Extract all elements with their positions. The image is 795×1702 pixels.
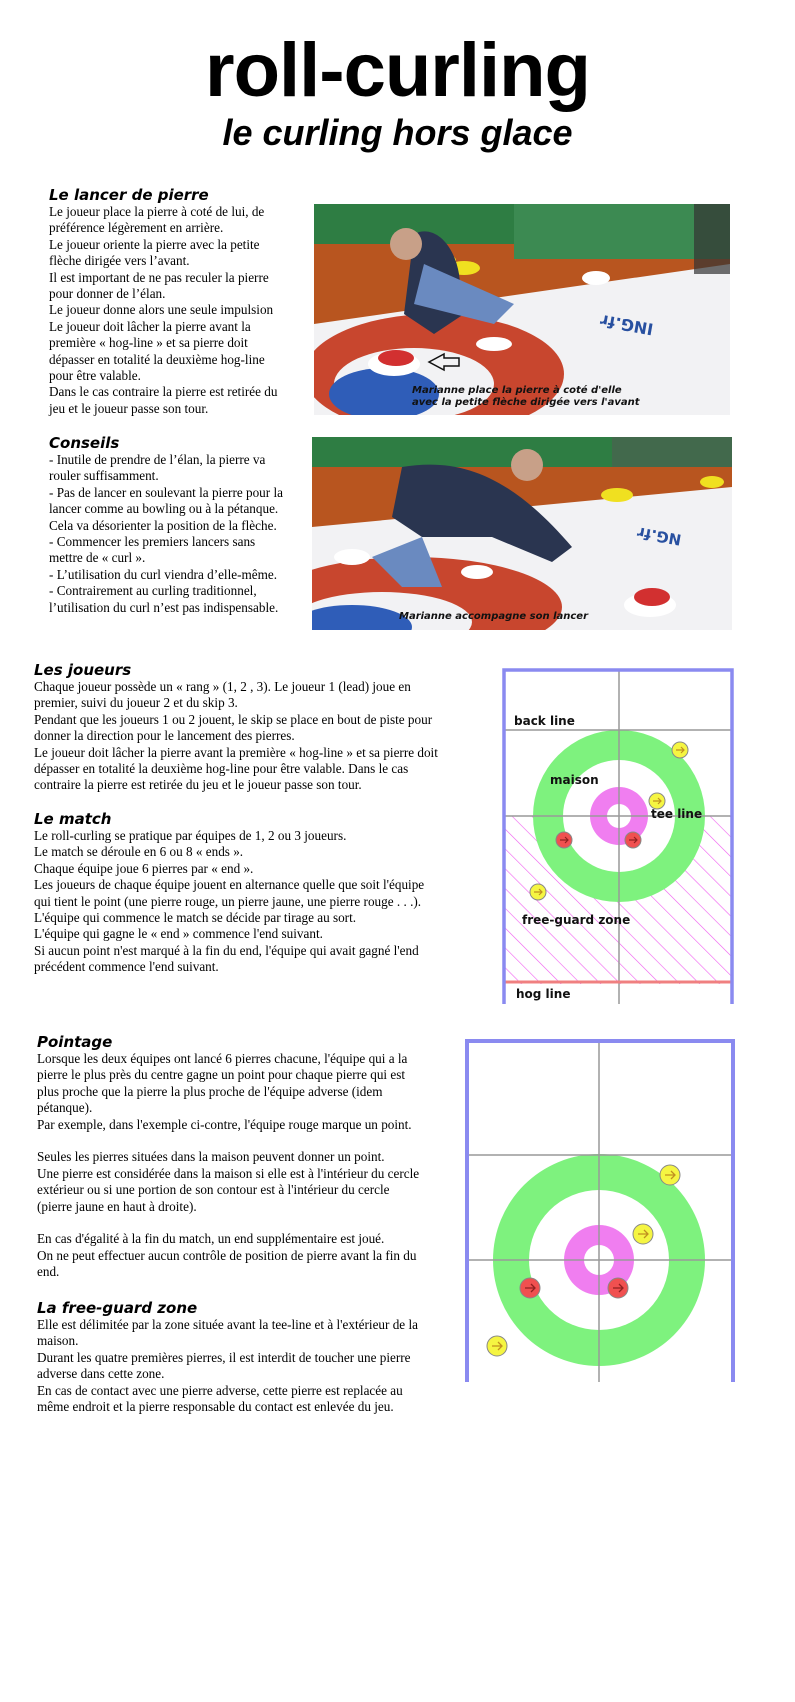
label-tee-line: tee line [651,807,703,821]
heading-match: Le match [34,810,112,828]
label-hog-line: hog line [516,987,571,1001]
scoring-diagram [464,1038,736,1382]
label-back-line: back line [514,714,575,728]
text-lancer: Le joueur place la pierre à coté de lui, de préférence légèrement en arrière. Le joueur oriente la pierre avec la petite flèche dirigée vers l’avant. Il est important de ne pas reculer la pierre pour donner de l’élan. Le joueur donne alors une seule impulsion Le joueur doit lâcher la pierre avant la première « hog-line » et sa pierre doit dépasser en totalité la deuxième hog-line pour être valable. Dans le cas contraire la pierre est retirée du jeu et le joueur passe son tour. [49,204,278,416]
yellow-stone [660,1165,680,1185]
text-match: Le roll-curling se pratique par équipes de 1, 2 ou 3 joueurs. Le match se déroule en 6 ou 8 « ends ». Chaque équipe joue 6 pierres par « end ». Les joueurs de chaque équipe jouent en alternance quelle que soit l'équipe qui tient le point (une pierre rouge, un pierre jaune, une pierre rouge . . .). L'équipe qui commence le match se décide par tirage au sort. L'équipe qui gagne le « end » commence l'end suivant. Si aucun point n'est marqué à la fin du end, l'équipe qui avait gagné l'end précédent commence l'end suivant. [34,828,425,975]
red-stone [556,832,572,848]
photo-lancer [314,204,730,415]
photo-banner-lancer: ING.fr [598,310,655,339]
heading-freeguard: La free-guard zone [37,1299,198,1317]
label-free-guard-zone: free-guard zone [522,913,631,927]
heading-pointage: Pointage [37,1033,113,1051]
page-subtitle: le curling hors glace [222,112,573,153]
caption-conseils: Marianne accompagne son lancer [399,611,589,622]
red-stone [520,1278,540,1298]
yellow-stone [530,884,546,900]
heading-conseils: Conseils [49,434,120,452]
heading-lancer: Le lancer de pierre [49,186,209,204]
text-freeguard: Elle est délimitée par la zone située avant la tee-line et à l'extérieur de la maison. Durant les quatre premières pierres, il est interdit de toucher une pierre adverse dans cette zone. En cas de contact avec une pierre adverse, cette pierre est replacée au même endroit et la pierre responsable du contact est enlevée du jeu. [37,1317,418,1415]
yellow-stone [633,1224,653,1244]
text-conseils: - Inutile de prendre de l’élan, la pierre va rouler suffisamment. - Pas de lancer en soulevant la pierre pour la lancer comme au bowling ou à la pétanque. Cela va désorienter la position de la flèche. - Commencer les premiers lancers sans mettre de « curl ». - L’utilisation du curl viendra d’elle-même. - Contrairement au curling traditionnel, l’utilisation du curl n’est pas indispensable. [49,452,283,615]
red-stone [625,832,641,848]
page-title: roll-curling [205,28,590,113]
heading-joueurs: Les joueurs [34,661,132,679]
text-joueurs: Chaque joueur possède un « rang » (1, 2 , 3). Le joueur 1 (lead) joue en premier, suivi du joueur 2 et du skip 3. Pendant que les joueurs 1 ou 2 jouent, le skip se place en bout de piste pour donner la direction pour le lancement des pierres. Le joueur doit lâcher la pierre avant la première « hog-line » et sa pierre doit dépasser en totalité la deuxième hog-line pour être valable. Dans le cas contraire la pierre est retirée du jeu et le joueur passe son tour. [34,679,438,793]
yellow-stone [487,1336,507,1356]
red-stone [608,1278,628,1298]
yellow-stone [672,742,688,758]
text-pointage: Lorsque les deux équipes ont lancé 6 pierres chacune, l'équipe qui a la pierre le plus près du centre gagne un point pour chaque pierre qui est plus proche que la pierre la plus proche de l'équipe adverse (idem pétanque). Par exemple, dans l'exemple ci-contre, l'équipe rouge marque un point. Seules les pierres situées dans la maison peuvent donner un point. Une pierre est considérée dans la maison si elle est à l'intérieur du cercle extérieur ou si une portion de son contour est à l'intérieur du cercle (pierre jaune en haut à droite). En cas d'égalité à la fin du match, un end supplémentaire est joué. On ne peut effectuer aucun contrôle de position de pierre avant la fin du end. [37,1051,420,1280]
caption-lancer: Marianne place la pierre à coté d'elle avec la petite flèche dirigée vers l'avant [412,385,640,408]
label-maison: maison [550,773,599,787]
sheet-diagram [502,668,736,1004]
photo-conseils [312,437,732,630]
photo-banner-conseils: NG.fr [635,523,683,549]
